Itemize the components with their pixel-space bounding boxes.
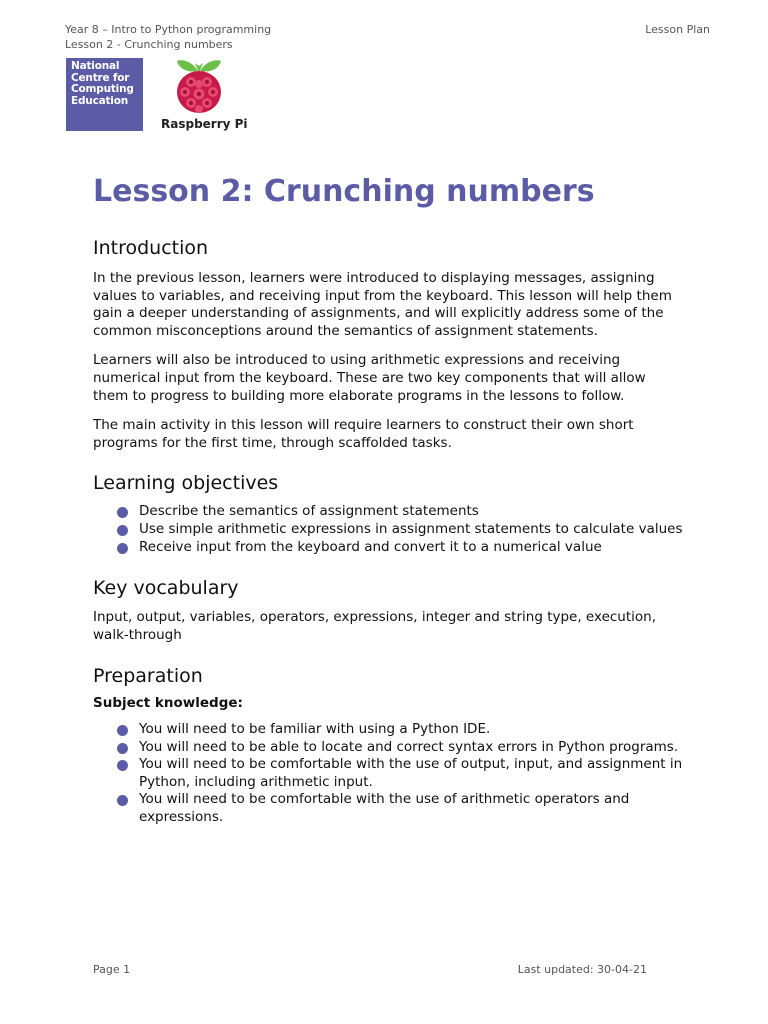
header-doc-type: Lesson Plan xyxy=(645,23,710,36)
introduction-paragraph: The main activity in this lesson will require learners to construct their own short programs for the first time, through scaffolded tasks. xyxy=(93,417,634,451)
introduction-paragraph: Learners will also be introduced to using arithmetic expressions and receiving numerical input from the keyboard. These are two key components that will allow them to progress to building more elaborate programs in the lessons to follow. xyxy=(93,352,646,404)
bullet-icon xyxy=(117,743,128,754)
page-title: Lesson 2: Crunching numbers xyxy=(93,174,595,209)
subject-knowledge-heading: Subject knowledge: xyxy=(93,695,243,712)
key-vocabulary-heading: Key vocabulary xyxy=(93,577,239,600)
bullet-icon xyxy=(117,760,128,771)
learning-objectives-heading: Learning objectives xyxy=(93,472,279,495)
list-item xyxy=(93,521,683,539)
list-item-text: You will need to be comfortable with the use of output, input, and assignment in Python, including arithmetic input. xyxy=(139,756,683,790)
raspberry-icon xyxy=(174,57,224,115)
ncce-logo-line: Education xyxy=(71,94,128,107)
ncce-logo-line: Centre for xyxy=(71,71,130,84)
list-item-text: Describe the semantics of assignment statements xyxy=(139,503,479,520)
ncce-logo-line: National xyxy=(71,60,120,72)
list-item-text: You will need to be able to locate and correct syntax errors in Python programs. xyxy=(139,738,679,755)
list-item xyxy=(93,756,683,791)
raspberry-pi-logo xyxy=(158,57,248,133)
list-item-text: You will need to be familiar with using a Python IDE. xyxy=(139,720,491,737)
list-item-text: Use simple arithmetic expressions in assignment statements to calculate values xyxy=(139,520,683,537)
preparation-list xyxy=(93,721,683,827)
bullet-icon xyxy=(117,725,128,736)
bullet-icon xyxy=(117,795,128,806)
footer-page-number: Page 1 xyxy=(93,963,131,976)
list-item xyxy=(93,721,683,739)
header-course: Year 8 – Intro to Python programming xyxy=(65,23,272,36)
document-body xyxy=(93,172,683,826)
introduction-heading: Introduction xyxy=(93,237,209,259)
raspberry-pi-label: Raspberry Pi xyxy=(161,117,248,131)
list-item-text: You will need to be comfortable with the use of arithmetic operators and expressions. xyxy=(139,791,630,825)
header-lesson: Lesson 2 - Crunching numbers xyxy=(65,38,233,51)
bullet-icon xyxy=(117,507,128,518)
list-item-text: Receive input from the keyboard and convert it to a numerical value xyxy=(139,538,602,555)
introduction-paragraph: In the previous lesson, learners were introduced to displaying messages, assigning values to variables, and receiving input from the keyboard. This lesson will help them gain a deeper understanding of assignments, and will explicitly address some of the common misconceptions around the semantics of assignment statements. xyxy=(93,270,672,339)
list-item xyxy=(93,503,683,521)
footer-last-updated: Last updated: 30-04-21 xyxy=(517,963,647,976)
key-vocabulary-text: Input, output, variables, operators, expressions, integer and string type, execution, walk-through xyxy=(93,609,657,643)
list-item xyxy=(93,539,683,557)
learning-objectives-list xyxy=(93,503,683,556)
list-item xyxy=(93,791,683,826)
preparation-heading: Preparation xyxy=(93,665,203,688)
ncce-logo-line: Computing xyxy=(71,83,134,95)
bullet-icon xyxy=(117,543,128,554)
ncce-logo xyxy=(66,58,143,131)
bullet-icon xyxy=(117,525,128,536)
list-item xyxy=(93,739,683,757)
